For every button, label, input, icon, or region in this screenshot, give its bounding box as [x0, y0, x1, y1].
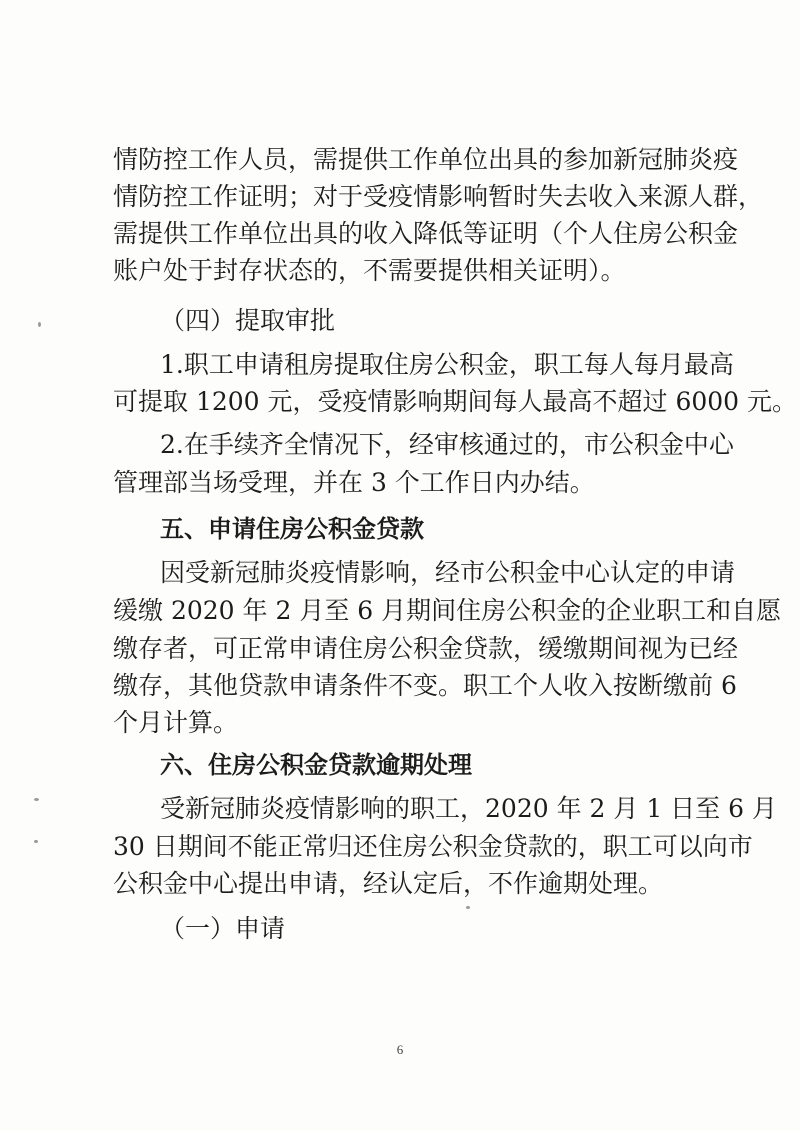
scan-speck	[34, 798, 39, 801]
body-line-1: 情防控工作人员，需提供工作单位出具的参加新冠肺炎疫	[113, 145, 739, 174]
section-heading-six: 六、住房公积金贷款逾期处理	[160, 751, 472, 779]
scan-speck	[466, 906, 470, 909]
page-number: 6	[396, 1042, 404, 1057]
body-line-7: 可提取 1200 元，受疫情影响期间每人最高不超过 6000 元。	[113, 387, 798, 416]
body-line-17: 受新冠肺炎疫情影响的职工，2020 年 2 月 1 日至 6 月	[160, 794, 777, 823]
subheading-withdrawal-approval: （四）提取审批	[160, 306, 336, 335]
section-heading-five: 五、申请住房公积金贷款	[160, 515, 424, 543]
body-line-11: 因受新冠肺炎疫情影响，经市公积金中心认定的申请	[160, 558, 736, 587]
body-line-14: 缴存，其他贷款申请条件不变。职工个人收入按断缴前 6	[113, 671, 737, 700]
body-line-4: 账户处于封存状态的，不需要提供相关证明）。	[113, 256, 626, 285]
scan-speck	[34, 840, 38, 843]
subheading-application: （一）申请	[160, 914, 286, 943]
body-line-3: 需提供工作单位出具的收入降低等证明（个人住房公积金	[113, 219, 739, 248]
body-line-6: 1.职工申请租房提取住房公积金，职工每人每月最高	[160, 350, 734, 379]
body-line-15: 个月计算。	[113, 708, 239, 737]
scan-speck	[38, 322, 41, 327]
body-line-9: 管理部当场受理，并在 3 个工作日内办结。	[113, 468, 595, 497]
body-line-13: 缴存者，可正常申请住房公积金贷款，缓缴期间视为已经	[113, 634, 739, 663]
body-line-18: 30 日期间不能正常归还住房公积金贷款的，职工可以向市	[113, 832, 753, 861]
body-line-8: 2.在手续齐全情况下，经审核通过的，市公积金中心	[160, 430, 734, 459]
body-line-2: 情防控工作证明；对于受疫情影响暂时失去收入来源人群，	[113, 182, 764, 211]
body-line-19: 公积金中心提出申请，经认定后，不作逾期处理。	[113, 869, 664, 898]
body-line-12: 缓缴 2020 年 2 月至 6 月期间住房公积金的企业职工和自愿	[113, 596, 782, 625]
